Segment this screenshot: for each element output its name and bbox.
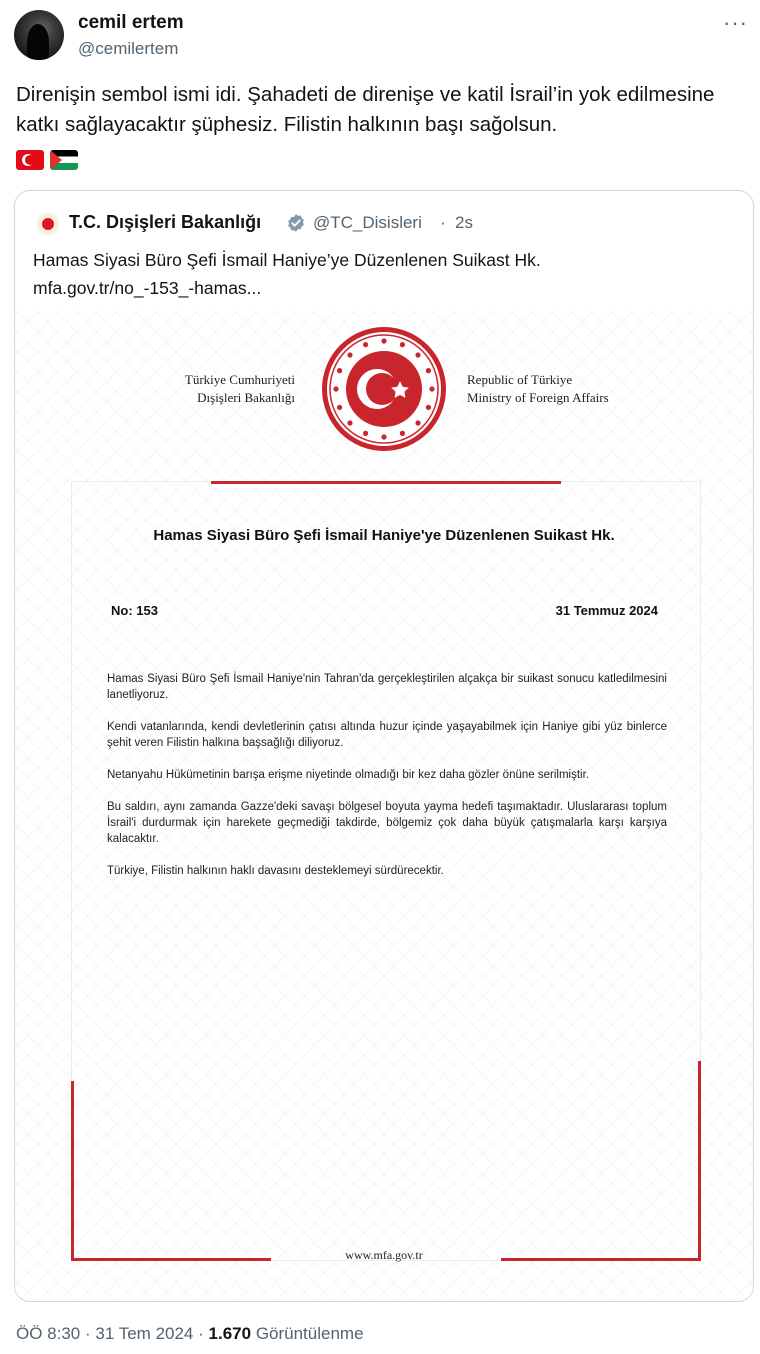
ministry-seal-icon [320, 325, 448, 453]
ministry-en-line1: Republic of Türkiye [467, 372, 573, 387]
verified-badge-icon [286, 213, 306, 233]
views-label: Görüntülenme [255, 1324, 364, 1343]
quoted-separator: · [440, 213, 446, 232]
quoted-author-name: T.C. Dışişleri Bakanlığı [69, 212, 262, 232]
tweet-text: Direnişin sembol ismi idi. Şahadeti de direnişe ve katil İsrail’in yok edilmesine katkı sağlayacaktır şüphesiz. Filistin halkının başı sağolsun. [16, 83, 715, 136]
document-paragraph: Hamas Siyasi Büro Şefi İsmail Haniye'nin Tahran'da gerçekleştirilen alçakça bir suikast sonucu katledilmesini lanetliyoruz. [107, 673, 667, 701]
quoted-link[interactable]: mfa.gov.tr/no_-153_-hamas... [33, 278, 262, 298]
tweet-time[interactable]: ÖÖ 8:30 [16, 1324, 81, 1343]
more-options-icon[interactable]: ··· [723, 10, 748, 35]
ministry-en-line2: Ministry of Foreign Affairs [467, 390, 609, 405]
quoted-author-avatar [37, 213, 59, 235]
document-paragraph: Bu saldırı, aynı zamanda Gazze'deki savaşı bölgesel boyuta yayma hedefi taşımaktadır. Uluslararası toplum İsrail'i durdurmak için harekete geçmediği takdirde, bölgemiz çok daha büyük çatışmalarla karşı karşıya kalacaktır. [107, 801, 667, 845]
quoted-tweet-card[interactable] [14, 190, 754, 1302]
document-paragraph: Kendi vatanlarında, kendi devletlerinin çatısı altında huzur içinde yaşayabilmek için Haniye gibi yüz binlerce şehit veren Filistin halkına başsağlığı diliyoruz. [107, 721, 667, 749]
quoted-time: 2s [455, 213, 473, 232]
document-url: www.mfa.gov.tr [345, 1248, 423, 1262]
quoted-text [33, 246, 733, 302]
document-title: Hamas Siyasi Büro Şefi İsmail Haniye'ye Düzenlenen Suikast Hk. [153, 527, 615, 544]
tweet-date[interactable]: 31 Tem 2024 [95, 1324, 194, 1343]
tweet-flags [16, 150, 78, 170]
author-handle[interactable]: @cemilertem [78, 39, 179, 58]
ministry-name-en [467, 371, 667, 407]
author-avatar[interactable] [14, 10, 64, 60]
document-paragraph: Netanyahu Hükümetinin barışa erişme niyetinde olmadığı bir kez daha gözler önüne serilmiştir. [107, 769, 589, 781]
document-paragraph: Türkiye, Filistin halkının haklı davasını desteklemeyi sürdürecektir. [107, 865, 444, 877]
quoted-text-line: Hamas Siyasi Büro Şefi İsmail Haniye’ye Düzenlenen Suikast Hk. [33, 250, 541, 270]
author-display-name[interactable]: cemil ertem [78, 12, 184, 33]
meta-separator: · [198, 1324, 204, 1343]
ministry-tr-line2: Dışişleri Bakanlığı [197, 390, 295, 405]
document-date: 31 Temmuz 2024 [555, 603, 658, 618]
document-number: No: 153 [111, 603, 158, 618]
ministry-tr-line1: Türkiye Cumhuriyeti [184, 372, 295, 387]
meta-separator: · [85, 1324, 91, 1343]
palestine-flag-icon [50, 150, 78, 170]
views-count: 1.670 [208, 1324, 252, 1343]
turkey-flag-icon [16, 150, 44, 170]
quoted-author-handle: @TC_Disisleri [313, 213, 422, 232]
document-body [107, 671, 667, 895]
statement-document-image[interactable] [15, 311, 753, 1301]
tweet-meta [16, 1324, 364, 1344]
ministry-name-tr [175, 371, 295, 407]
